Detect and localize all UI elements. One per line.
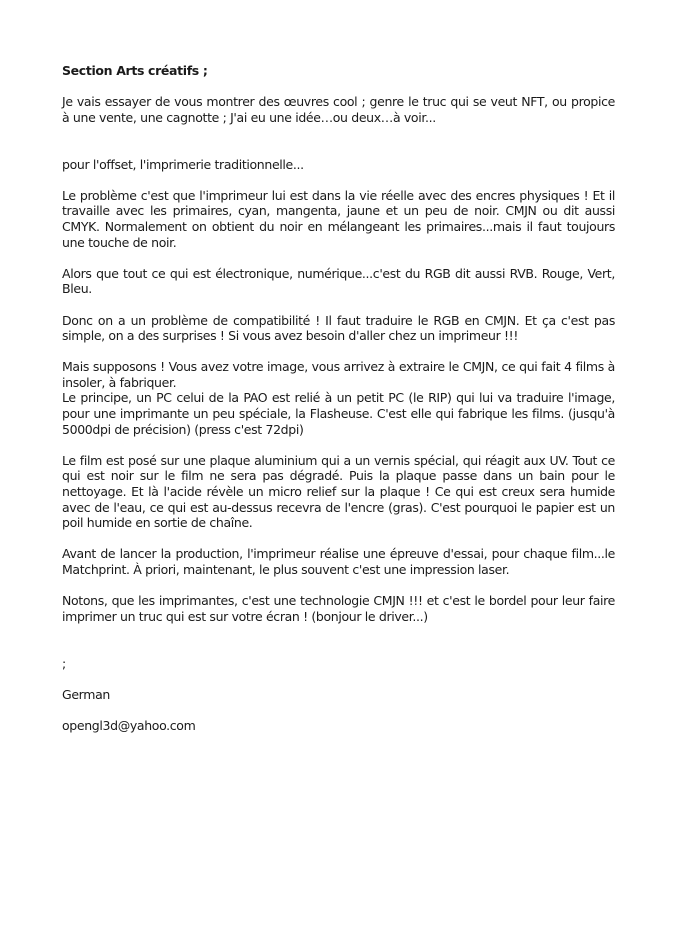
matchprint-paragraph: Avant de lancer la production, l'imprimeur réalise une épreuve d'essai, pour chaque film...le Matchprint. À priori, maintenant, le plus souvent c'est une impression laser. (62, 546, 615, 577)
rgb-paragraph: Alors que tout ce qui est électronique, numérique...c'est du RGB dit aussi RVB. Rouge, Vert, Bleu. (62, 265, 615, 297)
printers-paragraph: Notons, que les imprimantes, c'est une technologie CMJN !!! et c'est le bordel pour leur faire imprimer un truc qui est sur votre écran ! (bonjour le driver...) (62, 593, 615, 624)
separator-text: ; (62, 655, 66, 671)
author-email: opengl3d@yahoo.com (62, 717, 196, 733)
printer-problem-paragraph: Le problème c'est que l'imprimeur lui est dans la vie réelle avec des encres physiques ! Et il travaille avec les primaires, cyan, mangenta, jaune et un peu de noir. CMJN ou dit aussi CMYK. Normalement on obtient du noir en mélangeant les primaires...mais il faut toujours une touche de noir. (62, 187, 615, 250)
author-name: German (62, 686, 110, 702)
plate-paragraph: Le film est posé sur une plaque aluminium qui a un vernis spécial, qui réagit aux UV. Tout ce qui est noir sur le film ne sera pas dégradé. Puis la plaque passe dans un bain pour le nettoyage. Et là l'acide révèle un micro relief sur la plaque ! Ce qui est creux sera humide avec de l'eau, ce qui est au-dessus recevra de l'encre (gras). C'est pourquoi le papier est un poil humide en sortie de chaîne. (62, 452, 615, 531)
document-page (62, 63, 615, 749)
rip-paragraph: Le principe, un PC celui de la PAO est relié à un petit PC (le RIP) qui lui va traduire l'image, pour une imprimante un peu spéciale, la Flasheuse. C'est elle qui fabrique les films. (jusqu'à 5000dpi de précision) (press c'est 72dpi) (62, 390, 615, 437)
offset-heading-paragraph: pour l'offset, l'imprimerie traditionnelle... (62, 156, 304, 172)
films-paragraph: Mais supposons ! Vous avez votre image, vous arrivez à extraire le CMJN, ce qui fait 4 films à insoler, à fabriquer. (62, 359, 615, 390)
intro-paragraph: Je vais essayer de vous montrer des œuvres cool ; genre le truc qui se veut NFT, ou propice à une vente, une cagnotte ; J'ai eu une idée…ou deux…à voir... (62, 94, 615, 125)
section-title: Section Arts créatifs ; (62, 63, 208, 78)
compatibility-paragraph: Donc on a un problème de compatibilité ! Il faut traduire le RGB en CMJN. Et ça c'est pas simple, on a des surprises ! Si vous avez besoin d'aller chez un imprimeur !!! (62, 312, 615, 344)
